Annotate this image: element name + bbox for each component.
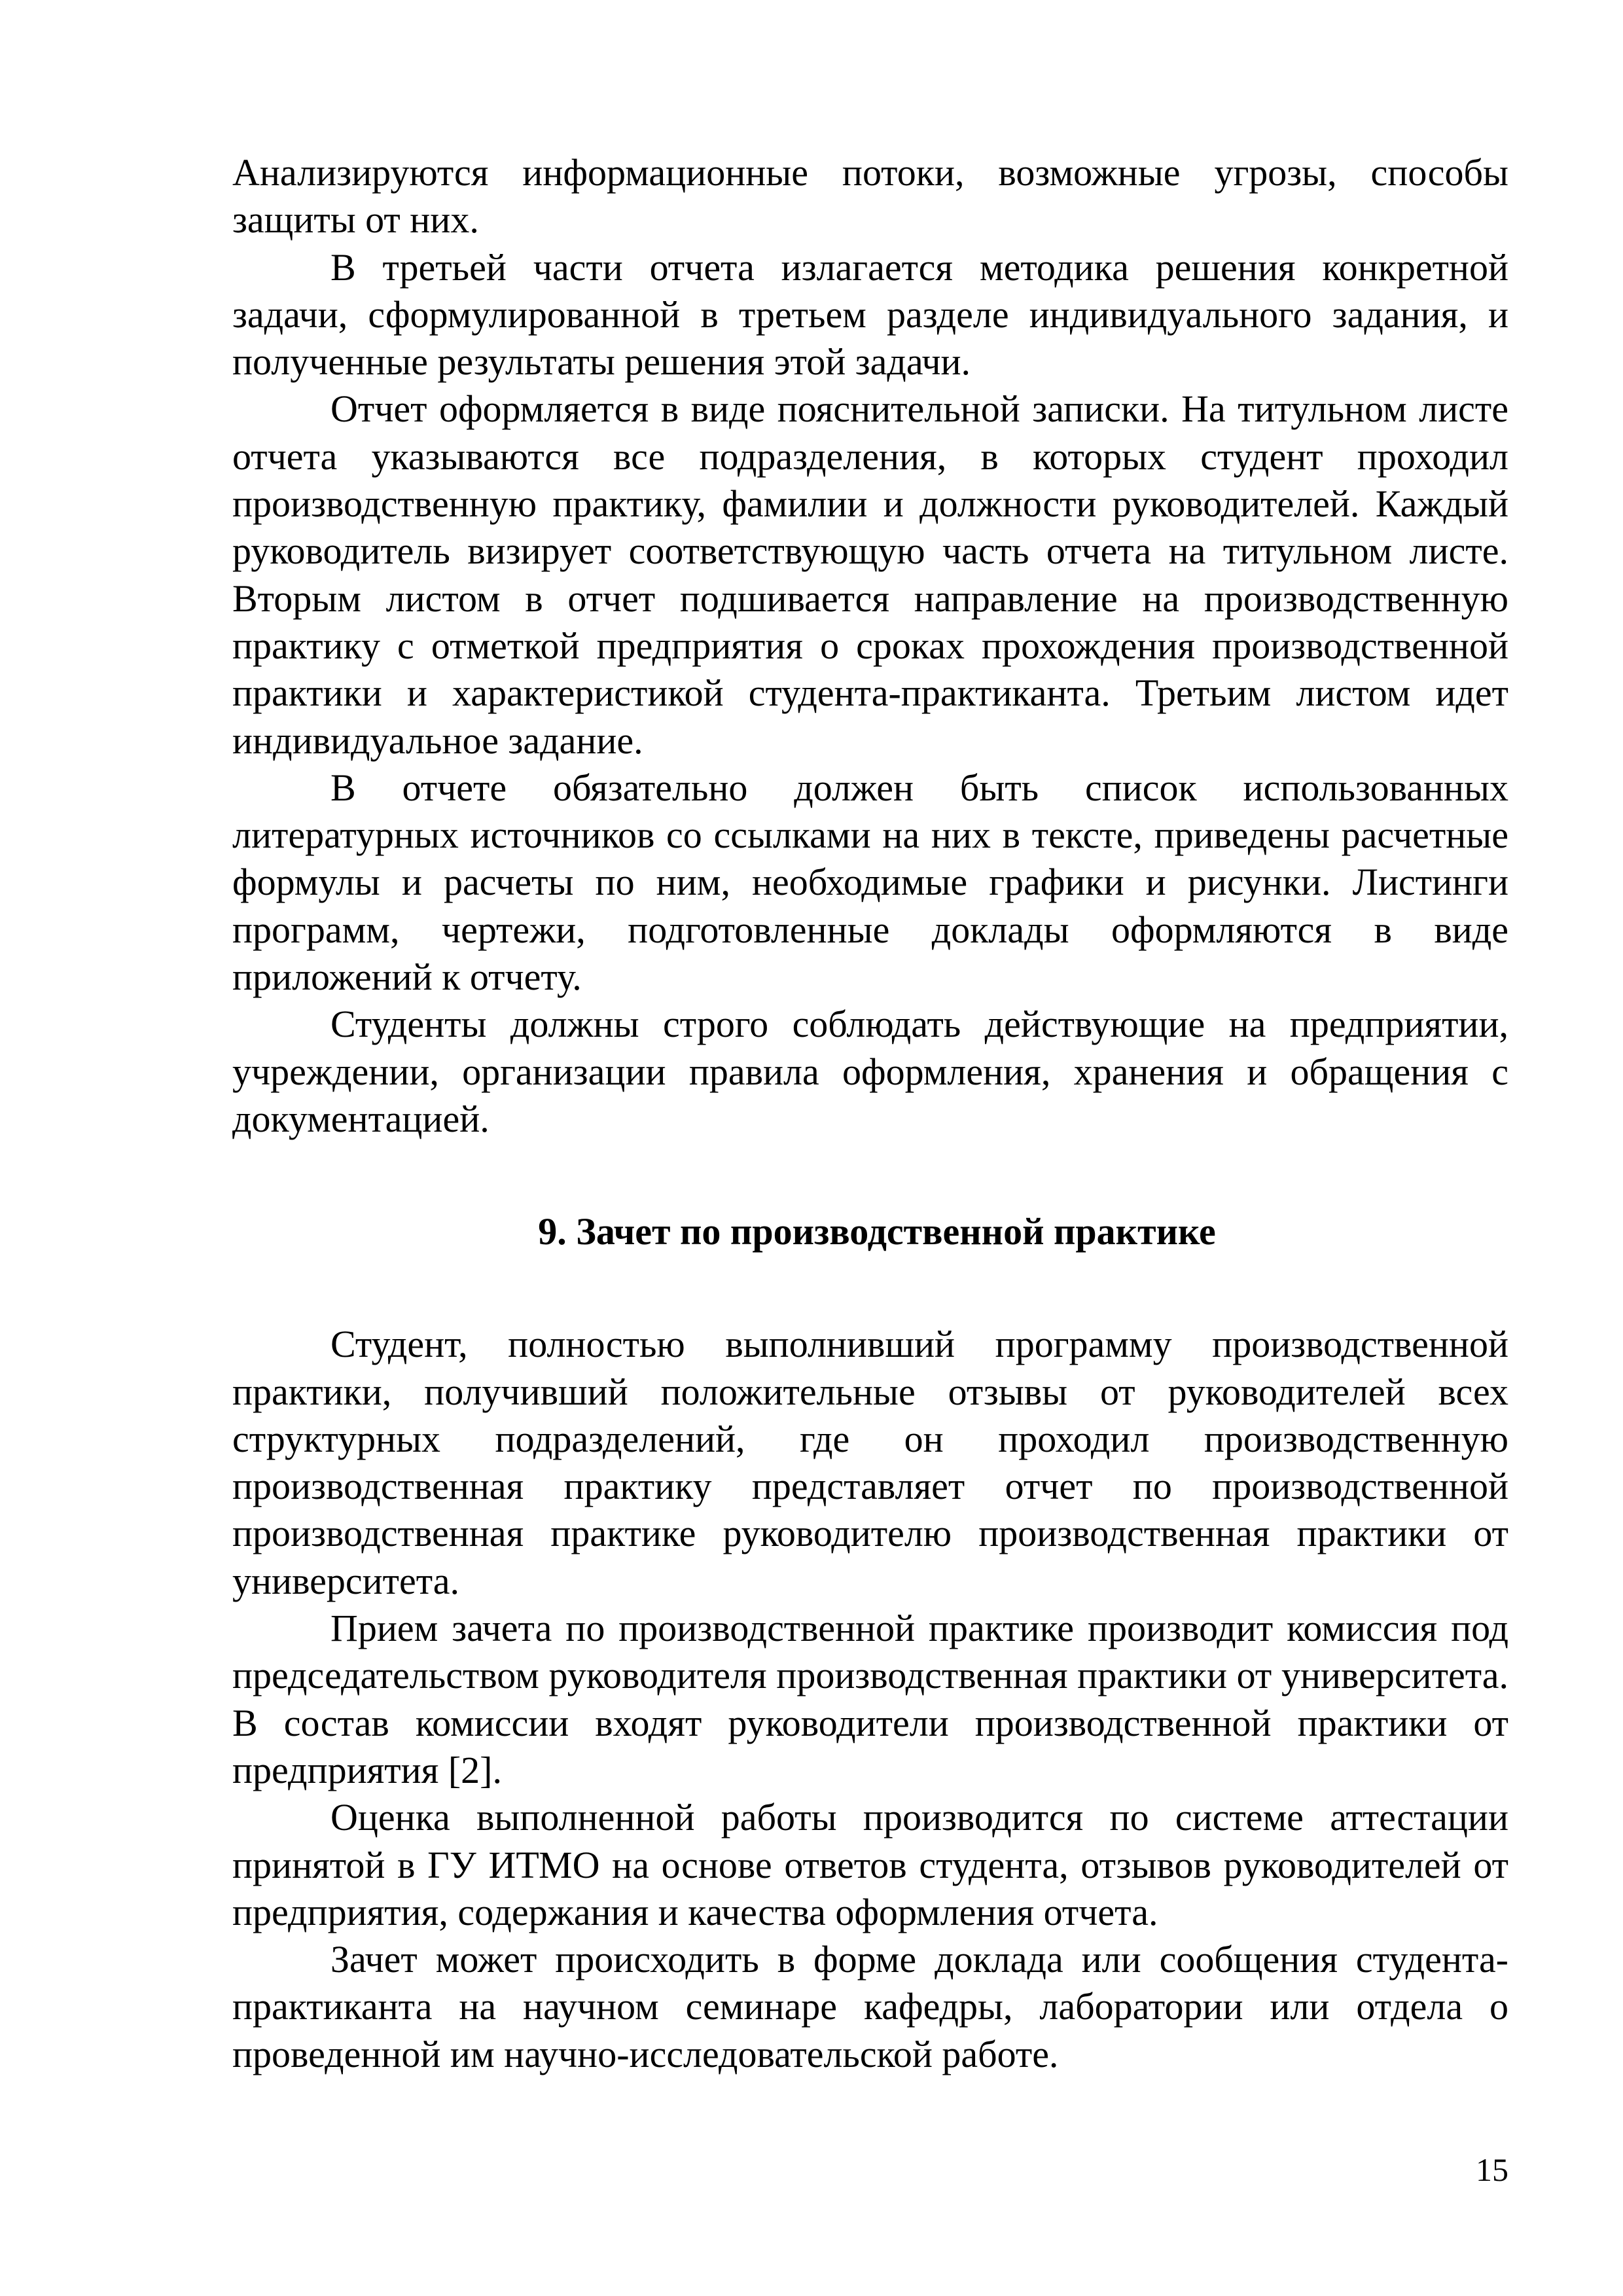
paragraph: Анализируются информационные потоки, возможные угрозы, способы защиты от них. (232, 151, 1508, 242)
document-page (232, 149, 1508, 2078)
paragraph: В третьей части отчета излагается методика решения конкретной задачи, сформулированной в третьем разделе индивидуального задания, и полученные результаты решения этой задачи. (232, 245, 1508, 384)
paragraph: Зачет может происходить в форме доклада или сообщения студента-практиканта на научном семинаре кафедры, лаборатории или отдела о проведенной им научно-исследовательской работе. (232, 1938, 1508, 2075)
paragraph: В отчете обязательно должен быть список использованных литературных источников со ссылками на них в тексте, приведены расчетные формулы и расчеты по ним, необходимые графики и рисунки. Листинги программ, чертежи, подготовленные доклады оформляются в виде приложений к отчету. (232, 766, 1508, 999)
page-number: 15 (1476, 2151, 1508, 2188)
paragraph: Студенты должны строго соблюдать действующие на предприятии, учреждении, организации правила оформления, хранения и обращения с документацией. (232, 1003, 1508, 1140)
section-heading: 9. Зачет по производственной практике (538, 1210, 1216, 1253)
paragraph: Отчет оформляется в виде пояснительной записки. На титульном листе отчета указываются все подразделения, в которых студент проходил производственную практику, фамилии и должности руководителей. Каждый руководитель визирует соответствующую часть отчета на титульном листе. Вторым листом в отчет подшивается направление на производственную практику с отметкой предприятия о сроках прохождения производственной практики и характеристикой студента-практиканта. Третьим листом идет индивидуальное задание. (232, 387, 1508, 762)
paragraph: Прием зачета по производственной практике производит комиссия под председательством руководителя производственная практики от университета. В состав комиссии входят руководители производственной практики от предприятия [2]. (232, 1607, 1508, 1791)
paragraph: Оценка выполненной работы производится по системе аттестации принятой в ГУ ИТМО на основе ответов студента, отзывов руководителей от предприятия, содержания и качества оформления отчета. (232, 1796, 1508, 1933)
paragraph: Студент, полностью выполнивший программу производственной практики, получивший положительные отзывы от руководителей всех структурных подразделений, где он проходил производственную производственная практику представляет отчет по производственной производственная практике руководителю производственная практики от университета. (232, 1323, 1508, 1602)
